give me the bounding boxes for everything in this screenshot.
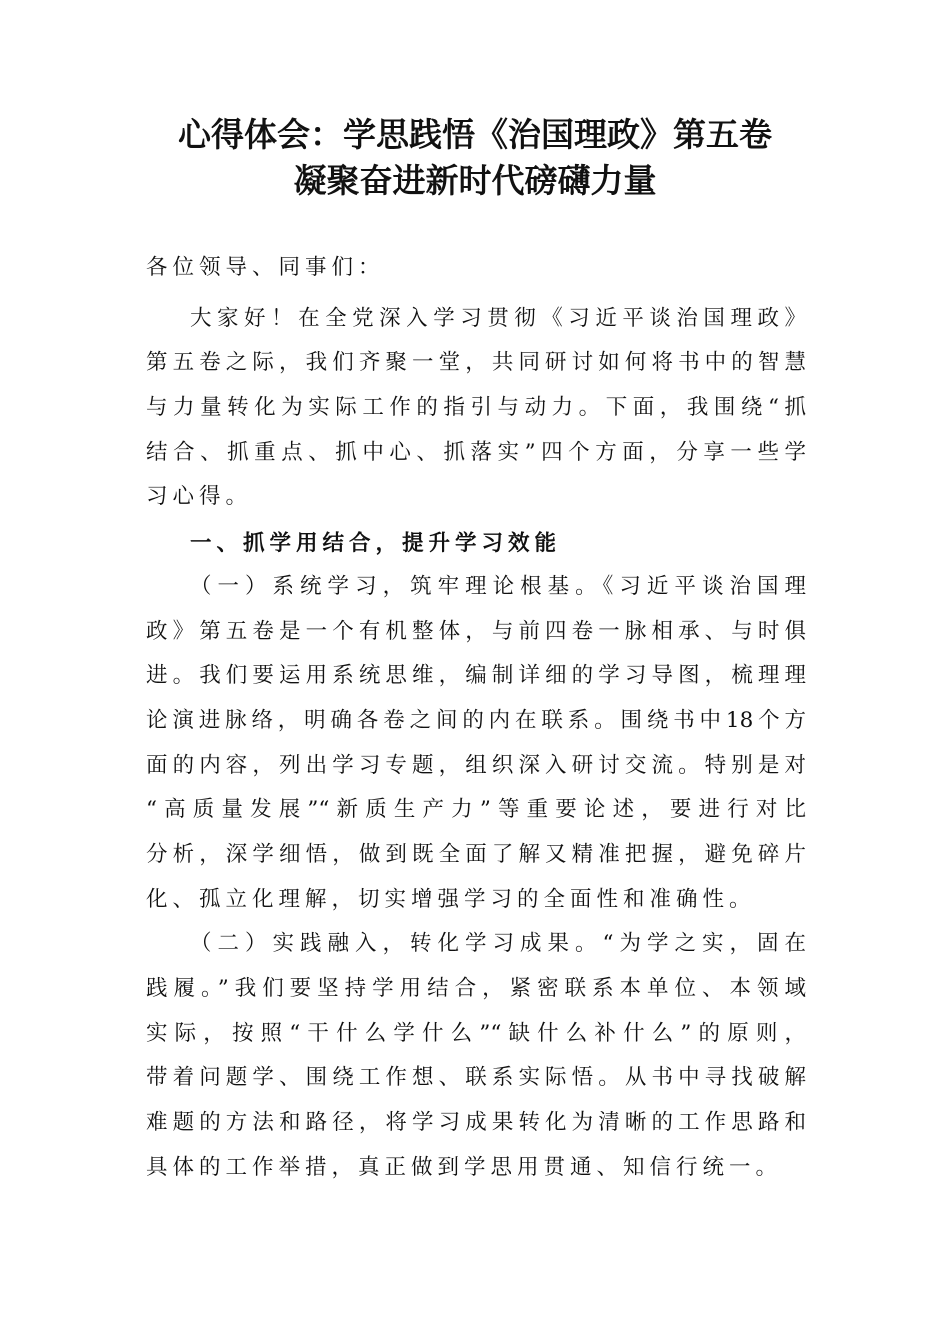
text-line: “高质量发展”“新质生产力”等重要论述，要进行对比 — [146, 797, 806, 823]
intro-paragraph — [146, 297, 806, 520]
text-line: 化、孤立化理解，切实增强学习的全面性和准确性。 — [146, 886, 756, 912]
document-title — [0, 112, 950, 204]
title-line-1: 心得体会：学思践悟《治国理政》第五卷 — [178, 115, 772, 154]
text-line: 习心得。 — [146, 484, 253, 510]
text-line: 实际，按照“干什么学什么”“缺什么补什么”的原则， — [146, 1020, 806, 1046]
text-line: 难题的方法和路径，将学习成果转化为清晰的工作思路和 — [146, 1110, 806, 1136]
text-line: 践履。”我们要坚持学用结合，紧密联系本单位、本领域 — [146, 976, 806, 1001]
document-body — [146, 246, 806, 1190]
text-line: 带着问题学、围绕工作想、联系实际悟。从书中寻找破解 — [146, 1065, 806, 1091]
text-line: 具体的工作举措，真正做到学思用贯通、知信行统一。 — [146, 1154, 783, 1180]
text-line: 政》第五卷是一个有机整体，与前四卷一脉相承、与时俱 — [146, 618, 806, 644]
section-heading: 一、抓学用结合，提升学习效能 — [190, 531, 562, 557]
salutation: 各位领导、同事们： — [146, 255, 385, 280]
text-line: 第五卷之际，我们齐聚一堂，共同研讨如何将书中的智慧 — [146, 350, 806, 376]
text-line: 分析，深学细悟，做到既全面了解又精准把握，避免碎片 — [146, 841, 806, 867]
title-line-2: 凝聚奋进新时代磅礴力量 — [293, 161, 657, 200]
text-line: 结合、抓重点、抓中心、抓落实”四个方面，分享一些学 — [146, 439, 806, 465]
subsection-paragraph-2 — [146, 922, 806, 1190]
text-line: 面的内容，列出学习专题，组织深入研讨交流。特别是对 — [146, 752, 806, 778]
text-line: 大家好！在全党深入学习贯彻《习近平谈治国理政》 — [190, 305, 806, 331]
text-line: （一）系统学习，筑牢理论根基。《习近平谈治国理 — [190, 573, 806, 599]
subsection-paragraph-1 — [146, 565, 806, 923]
text-line: （二）实践融入，转化学习成果。“为学之实，固在 — [190, 931, 806, 957]
text-line: 与力量转化为实际工作的指引与动力。下面，我围绕“抓 — [146, 395, 806, 421]
text-line: 进。我们要运用系统思维，编制详细的学习导图，梳理理 — [146, 663, 806, 689]
text-line: 论演进脉络，明确各卷之间的内在联系。围绕书中18个方 — [146, 707, 806, 733]
